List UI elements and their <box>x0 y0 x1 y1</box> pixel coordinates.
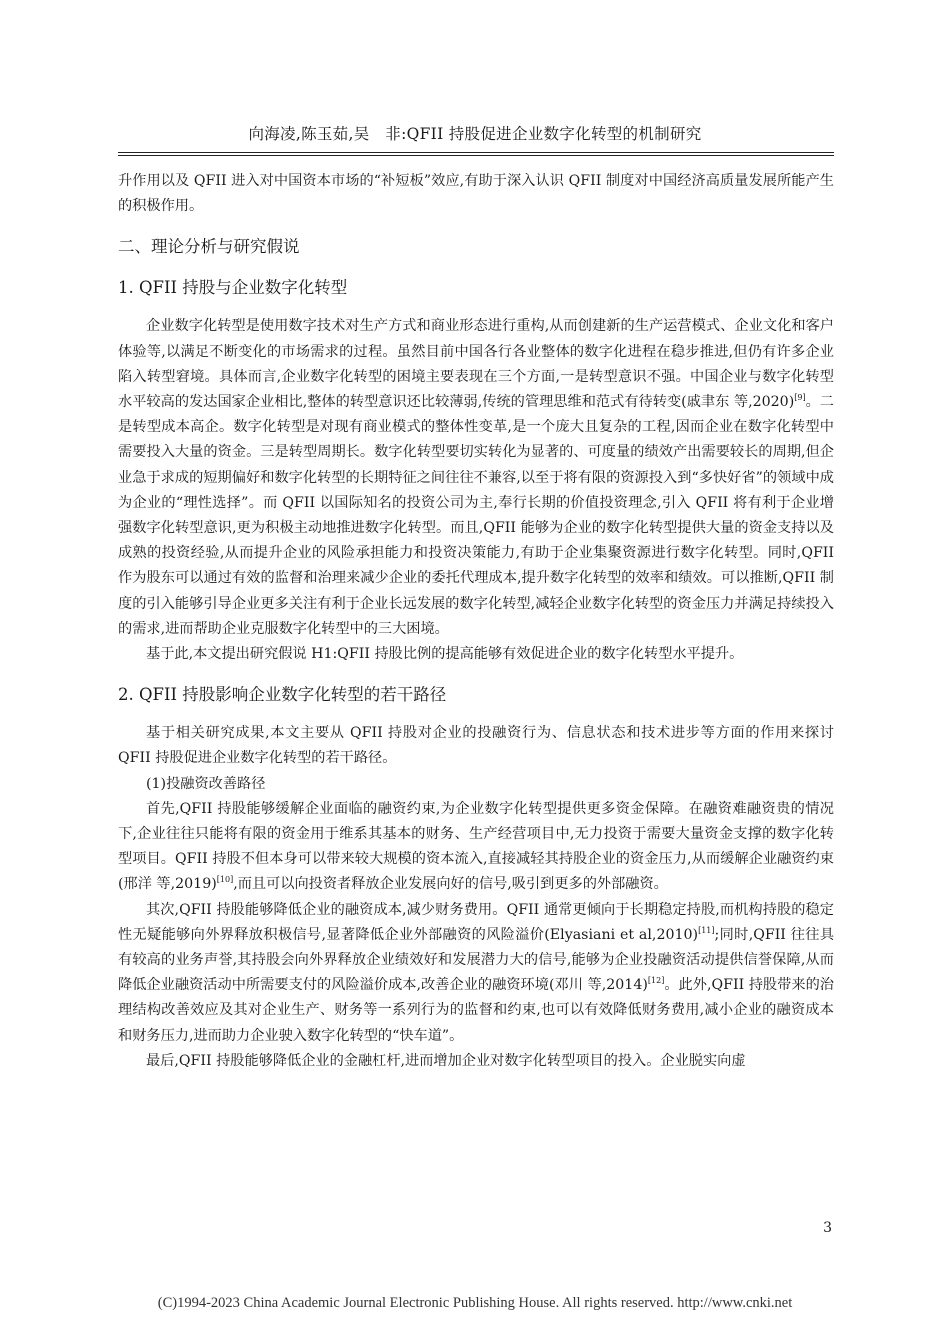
paragraph-text: 其次,QFII 持股能够降低企业的融资成本,减少财务费用。QFII 通常更倾向于长期稳定持股,而机构持股的稳定性无疑能够向外界释放积极信号,显著降低企业外部融资的风险溢价(Elyasiani et al,2010) <box>118 901 834 943</box>
citation-ref[interactable]: [10] <box>216 875 234 885</box>
body-text <box>118 169 834 1074</box>
paragraph <box>118 898 834 1049</box>
header-rule-double <box>118 155 834 156</box>
section-heading: 二、理论分析与研究假说 <box>118 237 300 257</box>
paragraph-continued: 升作用以及 QFII 进入对中国资本市场的“补短板”效应,有助于深入认识 QFII 制度对中国经济高质量发展所能产生的积极作用。 <box>118 173 834 215</box>
citation-ref[interactable]: [12] <box>647 976 665 986</box>
subsubsection-heading: (1)投融资改善路径 <box>146 775 266 792</box>
header-rule <box>118 152 834 153</box>
paragraph-text: 企业数字化转型是使用数字技术对生产方式和商业形态进行重构,从而创建新的生产运营模式、企业文化和客户体验等,以满足不断变化的市场需求的过程。虽然目前中国各行各业整体的数字化进程在稳步推进,但仍有许多企业陷入转型窘境。具体而言,企业数字化转型的困境主要表现在三个方面,一是转型意识不强。中国企业与数字化转型水平较高的发达国家企业相比,整体的转型意识还比较薄弱,传统的管理思维和范式有待转变(戚聿东 等,2020) <box>118 318 834 411</box>
paragraph: 最后,QFII 持股能够降低企业的金融杠杆,进而增加企业对数字化转型项目的投入。企业脱实向虚 <box>146 1052 746 1069</box>
citation-ref[interactable]: [11] <box>698 925 715 935</box>
paragraph-text: 。此外,QFII 持股带来的治理结构改善效应及其对企业生产、财务等一系列行为的监督和约束,也可以有效降低财务费用,减小企业的融资成本和财务压力,进而助力企业驶入数字化转型的“快车道”。 <box>118 977 834 1044</box>
subsection-heading-2: 2. QFII 持股影响企业数字化转型的若干路径 <box>118 685 447 705</box>
citation-ref[interactable]: [9] <box>794 393 806 403</box>
paragraph: 基于相关研究成果,本文主要从 QFII 持股对企业的投融资行为、信息状态和技术进步等方面的作用来探讨 QFII 持股促进企业数字化转型的若干路径。 <box>118 725 834 767</box>
paragraph <box>118 314 834 642</box>
page-number: 3 <box>823 1220 832 1236</box>
paragraph-text: ,而且可以向投资者释放企业发展向好的信号,吸引到更多的外部融资。 <box>233 876 668 893</box>
hypothesis-paragraph: 基于此,本文提出研究假说 H1:QFII 持股比例的提高能够有效促进企业的数字化转型水平提升。 <box>146 646 744 663</box>
paragraph-text: ;同时,QFII 往往具有较高的业务声誉,其持股会向外界释放企业绩效好和发展潜力大的信号,能够为企业投融资活动提供信誉保障,从而降低企业融资活动中所需要支付的风险溢价成本,改善企业的融资环境(邓川 等,2014) <box>118 926 835 994</box>
running-header: 向海凌,陈玉茹,吴 非:QFII 持股促进企业数字化转型的机制研究 <box>248 125 702 143</box>
paragraph <box>118 797 834 898</box>
subsection-heading-1: 1. QFII 持股与企业数字化转型 <box>118 278 348 298</box>
paragraph-text: 首先,QFII 持股能够缓解企业面临的融资约束,为企业数字化转型提供更多资金保障。在融资难融资贵的情况下,企业往往只能将有限的资金用于维系其基本的财务、生产经营项目中,无力投资于需要大量资金支撑的数字化转型项目。QFII 持股不但本身可以带来较大规模的资本流入,直接减轻其持股企业的资金压力,从而缓解企业融资约束(邢洋 等,2019) <box>118 800 834 893</box>
paragraph-text: 。二是转型成本高企。数字化转型是对现有商业模式的整体性变革,是一个庞大且复杂的工程,因而企业在数字化转型中需要投入大量的资金。三是转型周期长。数字化转型要切实转化为显著的、可度量的绩效产出需要较长的周期,但企业急于求成的短期偏好和数字化转型的长期特征之间往往不兼容,以至于将有限的资源投入到“多快好省”的领域中成为企业的“理性选择”。而 QFII 以国际知名的投资公司为主,奉行长期的价值投资理念,引入 QFII 将有利于企业增强数字化转型意识,更为积极主动地推进数字化转型。而且,QFII 能够为企业的数字化转型提供大量的资金支持以及成熟的投资经验,从而提升企业的风险承担能力和投资决策能力,有助于企业集聚资源进行数字化转型。同时,QFII 作为股东可以通过有效的监督和治理来减少企业的委托代理成本,提升数字化转型的效率和绩效。可以推断,QFII 制度的引入能够引导企业更多关注有利于企业长远发展的数字化转型,减轻企业数字化转型的资金压力并满足持续投入的需求,进而帮助企业克服数字化转型中的三大困境。 <box>118 394 834 637</box>
copyright-footer: (C)1994-2023 China Academic Journal Electronic Publishing House. All rights reserved. http://www.cnki.net <box>157 1295 793 1311</box>
